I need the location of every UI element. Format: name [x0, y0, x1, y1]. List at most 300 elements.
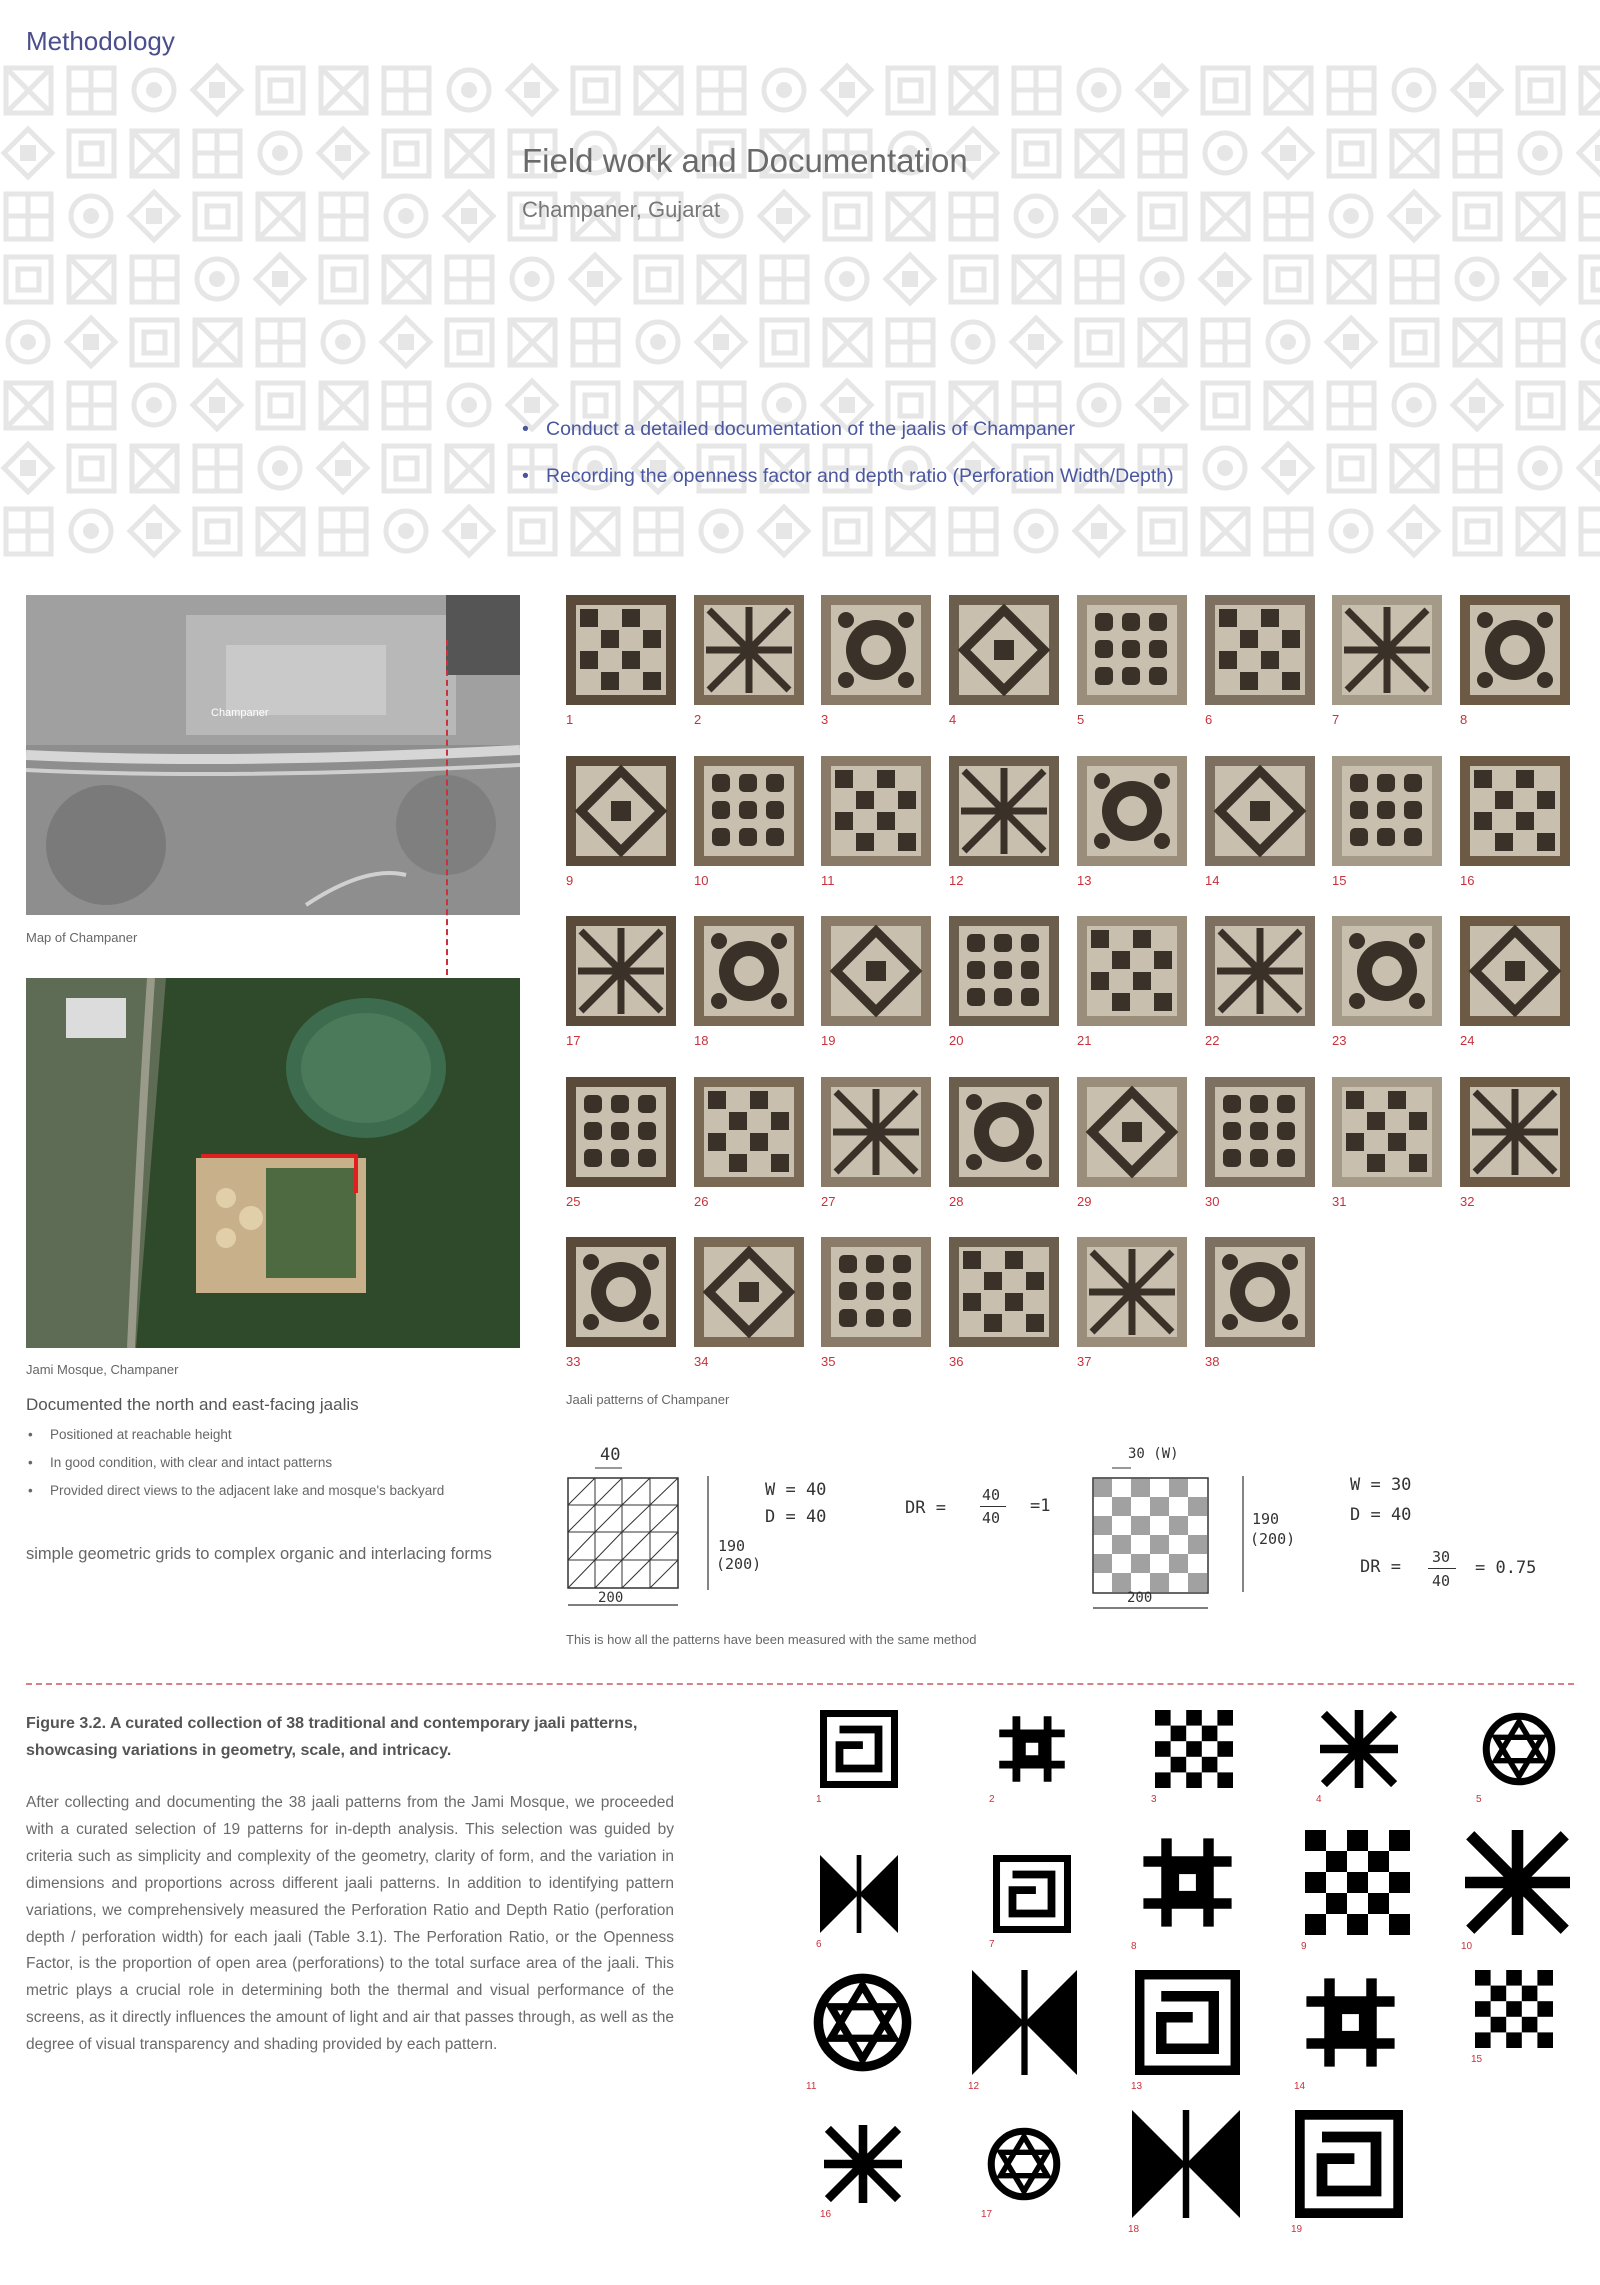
bg-motif [445, 507, 493, 555]
bg-motif [321, 68, 366, 113]
bg-motif [699, 257, 744, 302]
bg-motif [130, 192, 178, 240]
curated-pattern [1320, 1710, 1398, 1788]
bg-motif [256, 255, 304, 303]
jami-mosque-satellite-photo [26, 978, 520, 1348]
jaali-photo-art [1205, 1237, 1315, 1347]
jaali-photo [1332, 1077, 1442, 1187]
jaali-photo [821, 916, 931, 1026]
bg-motif [699, 68, 744, 113]
jaali-number: 24 [1460, 1033, 1475, 1048]
bg-motif [1392, 320, 1437, 365]
bg-motif [1518, 194, 1563, 239]
bg-motif [764, 70, 804, 110]
bg-motif [825, 320, 870, 365]
jaali-number: 7 [1332, 712, 1340, 727]
jaali-photo [1332, 595, 1442, 705]
bg-motif [69, 131, 114, 176]
bg-motif [445, 192, 493, 240]
bg-motif [6, 257, 51, 302]
curated-pattern [1155, 1710, 1233, 1788]
bg-motif [1579, 444, 1600, 492]
jaali-photo [1077, 916, 1187, 1026]
jaali-photo-art [694, 595, 804, 705]
bg-motif [321, 509, 366, 554]
jaali-photo [1332, 756, 1442, 866]
jaali-photo-art [1077, 595, 1187, 705]
bg-motif [1014, 257, 1059, 302]
jaali-number: 13 [1077, 873, 1092, 888]
curated-pattern [1298, 1970, 1403, 2075]
bg-motif [1203, 194, 1248, 239]
bg-motif [1390, 507, 1438, 555]
sketch-left-width-dim: 200 [598, 1590, 624, 1606]
curated-pattern [1132, 2110, 1240, 2218]
jaali-number: 21 [1077, 1033, 1092, 1048]
jaali-photo-art [949, 1077, 1059, 1187]
bg-motif [762, 320, 807, 365]
jaali-number: 5 [1077, 712, 1085, 727]
bg-motif [701, 511, 741, 551]
jaali-number: 4 [949, 712, 957, 727]
curated-pattern [972, 1970, 1077, 2075]
bg-motif [1455, 509, 1500, 554]
sketch-left-d: D = 40 [765, 1507, 827, 1527]
sketch-left-frac-den: 40 [982, 1509, 1001, 1527]
sketch-left-w: W = 40 [765, 1480, 827, 1500]
bg-motif [132, 257, 177, 302]
jaali-photo [1332, 916, 1442, 1026]
bg-motif [1453, 66, 1501, 114]
jaali-photo [1205, 1077, 1315, 1187]
bg-motif [638, 322, 678, 362]
jaali-number: 27 [821, 1194, 836, 1209]
bg-motif [134, 385, 174, 425]
jaali-photo-art [1077, 1237, 1187, 1347]
bg-motif [449, 70, 489, 110]
bg-motif [888, 509, 933, 554]
jaali-photo [566, 1077, 676, 1187]
jaali-photo [821, 756, 931, 866]
jaali-photo-art [1077, 756, 1187, 866]
bg-motif [321, 383, 366, 428]
jaali-photo-art [821, 1237, 931, 1347]
sketch-left-top-dim: 40 [600, 1445, 621, 1465]
curated-pattern-number: 15 [1471, 2054, 1483, 2065]
sketch-right-frac-bar [1428, 1568, 1456, 1569]
jaali-number: 30 [1205, 1194, 1220, 1209]
bg-motif [321, 257, 366, 302]
bg-motif [760, 192, 808, 240]
documented-criteria-list [26, 1427, 526, 1511]
jaali-number: 34 [694, 1354, 709, 1369]
jaali-photo-art [1205, 756, 1315, 866]
bg-motif [508, 66, 556, 114]
bg-motif [258, 320, 303, 365]
bg-motif [886, 255, 934, 303]
jaali-number: 26 [694, 1194, 709, 1209]
bg-motif [1579, 129, 1600, 177]
bg-motif [1138, 66, 1186, 114]
jaali-photo [1460, 595, 1570, 705]
bg-motif [447, 131, 492, 176]
bg-motif [825, 194, 870, 239]
bg-motif [323, 322, 363, 362]
bg-motif [1329, 131, 1374, 176]
bg-motif [1014, 68, 1059, 113]
sketch-right-width-dim: 200 [1127, 1590, 1153, 1606]
jaali-number: 12 [949, 873, 964, 888]
curated-pattern-number: 4 [1316, 1794, 1322, 1805]
jaali-photo [1077, 1077, 1187, 1187]
jaali-number: 35 [821, 1354, 836, 1369]
bg-motif [195, 509, 240, 554]
bg-motif [1394, 70, 1434, 110]
bg-motif [1581, 257, 1600, 302]
bg-motif [1331, 196, 1371, 236]
bg-motif [6, 68, 51, 113]
curated-pattern [985, 2125, 1063, 2203]
bg-motif [573, 320, 618, 365]
bg-motif [258, 68, 303, 113]
sketch-left-dr: DR = [905, 1498, 946, 1518]
jaali-number: 28 [949, 1194, 964, 1209]
bg-motif [1203, 509, 1248, 554]
bg-motif [69, 257, 114, 302]
bg-motif [1014, 131, 1059, 176]
jaali-number: 31 [1332, 1194, 1347, 1209]
jaali-photo [949, 595, 1059, 705]
bg-motif [384, 131, 429, 176]
jaali-number: 11 [821, 873, 835, 888]
bg-motif [951, 509, 996, 554]
curated-pattern [1305, 1830, 1410, 1935]
map-caption: Map of Champaner [26, 930, 138, 945]
jaali-photo [1077, 756, 1187, 866]
curated-pattern [824, 2125, 902, 2203]
jaali-photo [1460, 756, 1570, 866]
bg-motif [1457, 259, 1497, 299]
bg-motif [1390, 192, 1438, 240]
jaali-number: 32 [1460, 1194, 1475, 1209]
section-label: Methodology [26, 26, 175, 56]
bg-motif [1518, 509, 1563, 554]
section-divider [26, 1683, 1574, 1685]
bg-motif [951, 257, 996, 302]
bg-motif [1329, 68, 1374, 113]
bg-motif [1077, 320, 1122, 365]
bg-motif [636, 509, 681, 554]
sketch-right-height-dim: 190 [1252, 1510, 1280, 1528]
jaali-number: 3 [821, 712, 829, 727]
bg-motif [193, 66, 241, 114]
sketch-left-frac-num: 40 [982, 1486, 1001, 1504]
bg-motif [384, 383, 429, 428]
map-place-label: Champaner [211, 707, 269, 719]
bg-motif [1140, 320, 1185, 365]
bg-motif [1518, 68, 1563, 113]
bg-motif [6, 509, 51, 554]
bg-motif [258, 509, 303, 554]
jaali-number: 19 [821, 1033, 836, 1048]
bg-motif [1016, 196, 1056, 236]
jaali-photo-art [821, 916, 931, 1026]
bg-motif [386, 511, 426, 551]
jaali-photo-art [1460, 756, 1570, 866]
sketch-right-height-dim2: (200) [1250, 1530, 1296, 1548]
bg-motif [69, 446, 114, 491]
sketch-right-frac-num: 30 [1432, 1548, 1451, 1566]
curated-pattern-number: 7 [989, 1939, 995, 1950]
curated-pattern [1135, 1830, 1240, 1935]
bg-motif [447, 257, 492, 302]
jaali-photo-art [694, 1237, 804, 1347]
objectives-list [522, 418, 1522, 512]
jaali-photo [1205, 595, 1315, 705]
bg-motif [67, 318, 115, 366]
bg-motif [1140, 509, 1185, 554]
bg-motif [1583, 322, 1600, 362]
criteria-item: • In good condition, with clear and intact patterns [26, 1455, 526, 1470]
jaali-photo-art [566, 595, 676, 705]
jaali-number: 9 [566, 873, 574, 888]
jaali-photo-art [949, 756, 1059, 866]
bg-motif [382, 318, 430, 366]
bg-motif [1331, 511, 1371, 551]
bg-motif [1455, 320, 1500, 365]
bg-motif [827, 259, 867, 299]
jaali-photo-art [694, 756, 804, 866]
bg-motif [1075, 507, 1123, 555]
jaali-number: 17 [566, 1033, 581, 1048]
bg-motif [258, 194, 303, 239]
jaali-photo [1205, 916, 1315, 1026]
jaali-photo [694, 1237, 804, 1347]
jaali-photo [566, 916, 676, 1026]
objective-item: • Conduct a detailed documentation of the jaalis of Champaner [522, 418, 1522, 441]
jaali-number: 23 [1332, 1033, 1347, 1048]
bg-motif [134, 70, 174, 110]
jaali-number: 25 [566, 1194, 581, 1209]
mosque-illustration [26, 978, 520, 1348]
bg-motif [1140, 131, 1185, 176]
bg-motif [1520, 133, 1560, 173]
bg-motif [888, 320, 933, 365]
bg-motif [1266, 194, 1311, 239]
connector-line [446, 640, 448, 985]
curated-pattern-number: 5 [1476, 1794, 1482, 1805]
bg-motif [6, 194, 51, 239]
bg-motif [1520, 448, 1560, 488]
sketch-right-result: = 0.75 [1475, 1558, 1537, 1578]
sketch-right-w: W = 30 [1350, 1475, 1412, 1495]
jaali-photo-art [566, 1237, 676, 1347]
jaali-photo-art [1332, 756, 1442, 866]
jaali-photo-art [1460, 595, 1570, 705]
bg-motif [1581, 383, 1600, 428]
jaali-photo-art [949, 916, 1059, 1026]
bg-motif [69, 383, 114, 428]
jaali-photo [1077, 1237, 1187, 1347]
bg-motif [321, 194, 366, 239]
jaali-photo-art [821, 756, 931, 866]
jaali-photo [694, 595, 804, 705]
bg-motif [636, 257, 681, 302]
bg-motif [195, 320, 240, 365]
sketch-left-result: =1 [1030, 1496, 1051, 1516]
jaali-number: 18 [694, 1033, 709, 1048]
jaali-photo-art [1077, 1077, 1187, 1187]
bg-motif [449, 385, 489, 425]
jaali-photo-art [821, 1077, 931, 1187]
forms-note: simple geometric grids to complex organic and interlacing forms [26, 1545, 492, 1563]
jaali-photo [566, 595, 676, 705]
jaali-number: 33 [566, 1354, 581, 1369]
bg-motif [1264, 129, 1312, 177]
curated-pattern-number: 19 [1291, 2224, 1303, 2235]
page-subtitle: Champaner, Gujarat [522, 197, 721, 222]
bg-motif [1079, 70, 1119, 110]
bg-motif [8, 322, 48, 362]
bg-motif [319, 129, 367, 177]
bg-motif [384, 68, 429, 113]
bg-motif [697, 318, 745, 366]
jaali-photo-art [694, 1077, 804, 1187]
jaali-photo [821, 595, 931, 705]
jaali-photo [1460, 1077, 1570, 1187]
sketch-caption: This is how all the patterns have been measured with the same method [566, 1632, 977, 1647]
jaali-photo [694, 916, 804, 1026]
jaali-photo [1460, 916, 1570, 1026]
sketch-left-height-dim: 190 [718, 1537, 746, 1555]
documented-heading: Documented the north and east-facing jaalis [26, 1395, 359, 1414]
curated-pattern [1475, 1970, 1553, 2048]
jaali-photo [566, 1237, 676, 1347]
bg-motif [1581, 68, 1600, 113]
bg-motif [510, 509, 555, 554]
mosque-caption: Jami Mosque, Champaner [26, 1362, 179, 1377]
curated-pattern [820, 1855, 898, 1933]
jaali-photo [949, 1077, 1059, 1187]
jaali-photo [694, 756, 804, 866]
bg-motif [447, 320, 492, 365]
jaali-photo [821, 1237, 931, 1347]
figure-caption: Figure 3.2. A curated collection of 38 traditional and contemporary jaali patterns, showcasing variations in geometry, scale, and intricacy. [26, 1715, 638, 1759]
jaali-number: 15 [1332, 873, 1347, 888]
criteria-item: • Provided direct views to the adjacent lake and mosque's backyard [26, 1483, 526, 1498]
curated-pattern-number: 6 [816, 1939, 822, 1950]
jaali-photo [1205, 756, 1315, 866]
curated-pattern [810, 1970, 915, 2075]
jaali-number: 6 [1205, 712, 1213, 727]
sketch-right-frac-den: 40 [1432, 1572, 1451, 1590]
jaali-number: 20 [949, 1033, 964, 1048]
bg-motif [573, 509, 618, 554]
jaali-photo-art [1205, 1077, 1315, 1187]
bg-motif [447, 446, 492, 491]
curated-pattern-number: 9 [1301, 1941, 1307, 1952]
bg-motif [193, 381, 241, 429]
bg-motif [260, 133, 300, 173]
bg-motif [1203, 68, 1248, 113]
jaali-photo [949, 756, 1059, 866]
bg-motif [69, 68, 114, 113]
bg-motif [132, 320, 177, 365]
jaali-number: 29 [1077, 1194, 1092, 1209]
bg-motif [1329, 257, 1374, 302]
methodology-paragraph: After collecting and documenting the 38 jaali patterns from the Jami Mosque, we proceeded with a curated selection of 19 patterns for in-depth analysis. This selection was guided by criteria such as simplicity and complexity of the geometry, clarity of form, and the variation in dimensions and proportions across different jaali patterns. In addition to identifying pattern variations, we comprehensively measured the Perforation Ratio and Depth Ratio (perforation depth / perforation width) for each jaali (Table 3.1). The Perforation Ratio, or the Openness Factor, is the proportion of open area (perforations) to the total surface area of the jaali. This metric plays a crucial role in determining both the thermal and visual performance of the screens, as it directly influences the amount of light and air that passes through, as well as the degree of visual transparency and shading provided by each pattern. [26, 1794, 674, 2054]
bg-motif [132, 446, 177, 491]
jaali-photo-art [1332, 1077, 1442, 1187]
sketch-right-dr: DR = [1360, 1557, 1401, 1577]
bg-motif [260, 448, 300, 488]
jaali-photo-art [1332, 916, 1442, 1026]
curated-pattern-number: 16 [820, 2209, 832, 2220]
bg-motif [130, 507, 178, 555]
bg-motif [825, 509, 870, 554]
bg-motif [571, 255, 619, 303]
bg-motif [319, 444, 367, 492]
curated-pattern-number: 18 [1128, 2224, 1140, 2235]
jaali-photo-art [566, 1077, 676, 1187]
curated-pattern-number: 17 [981, 2209, 993, 2220]
jaali-photo [1077, 595, 1187, 705]
jaali-photo-art [949, 1237, 1059, 1347]
curated-pattern-number: 8 [1131, 1941, 1137, 1952]
bg-motif [823, 66, 871, 114]
jaali-photo-art [949, 595, 1059, 705]
bg-motif [888, 68, 933, 113]
bg-motif [71, 511, 111, 551]
sketch-grid-right [1085, 1440, 1335, 1620]
bg-motif [951, 194, 996, 239]
bg-motif [1077, 131, 1122, 176]
criteria-item: • Positioned at reachable height [26, 1427, 526, 1442]
gallery-caption: Jaali patterns of Champaner [566, 1392, 730, 1407]
bg-motif [1455, 131, 1500, 176]
bg-motif [1201, 255, 1249, 303]
bg-motif [1392, 131, 1437, 176]
bg-motif [1518, 383, 1563, 428]
bg-motif [951, 68, 996, 113]
bg-motif [953, 322, 993, 362]
curated-pattern [1295, 2110, 1403, 2218]
bg-motif [1203, 320, 1248, 365]
curated-pattern [820, 1710, 898, 1788]
bg-motif [1266, 509, 1311, 554]
jaali-photo [949, 916, 1059, 1026]
bg-motif [573, 68, 618, 113]
jaali-photo-art [566, 756, 676, 866]
curated-pattern [993, 1710, 1071, 1788]
bg-motif [6, 383, 51, 428]
bg-motif [1012, 318, 1060, 366]
bg-motif [384, 257, 429, 302]
page-title: Field work and Documentation [522, 142, 968, 179]
bg-motif [71, 196, 111, 236]
bg-motif [1140, 194, 1185, 239]
jaali-number: 22 [1205, 1033, 1220, 1048]
curated-pattern [1465, 1830, 1570, 1935]
jaali-number: 37 [1077, 1354, 1092, 1369]
bg-motif [384, 446, 429, 491]
jaali-number: 10 [694, 873, 709, 888]
bg-motif [132, 131, 177, 176]
jaali-photo [566, 756, 676, 866]
curated-pattern-number: 14 [1294, 2081, 1306, 2092]
bg-motif [1268, 322, 1308, 362]
curated-pattern-number: 11 [806, 2081, 817, 2092]
